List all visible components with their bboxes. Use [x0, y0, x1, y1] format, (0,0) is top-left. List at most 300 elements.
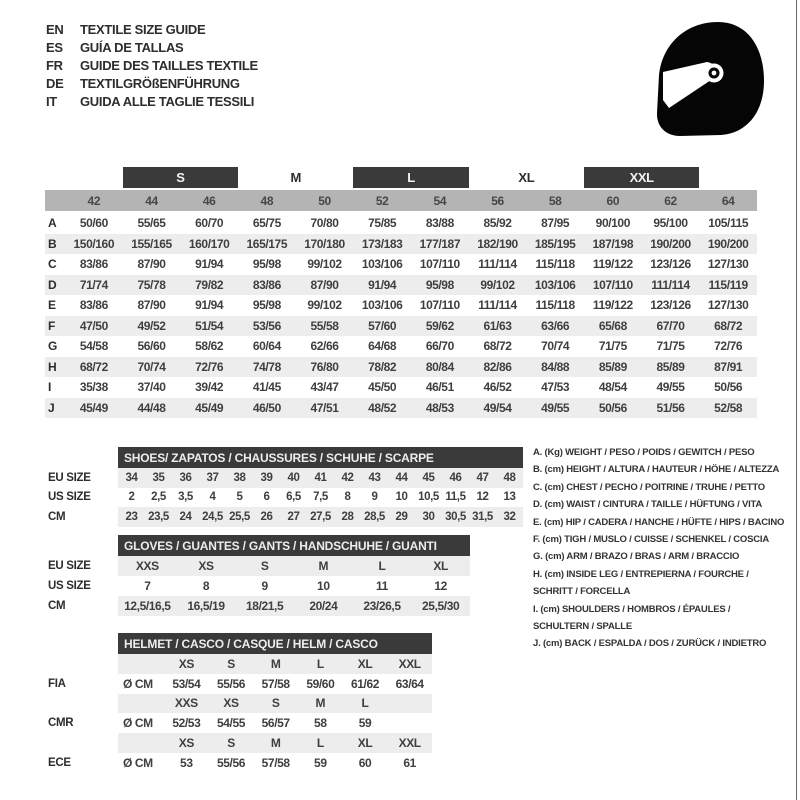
size-value: 38 [233, 471, 246, 484]
measurement-value: 75/85 [368, 216, 397, 231]
size-group-spacer [45, 167, 65, 188]
measurement-value: 47/53 [541, 380, 570, 395]
helmet-section-title: HELMET / CASCO / CASQUE / HELM / CASCO [118, 633, 432, 654]
measurement-value: 185/195 [534, 236, 576, 251]
measurement-value: 46/51 [425, 380, 454, 395]
measurement-value: 83/86 [79, 298, 108, 313]
measurement-value: 53/56 [252, 318, 281, 333]
row-letter: G [48, 339, 57, 354]
measurement-value: 165/175 [246, 236, 288, 251]
shoes-section-title: SHOES/ ZAPATOS / CHAUSSURES / SCHUHE / SCARPE [118, 447, 523, 468]
size-row-label: CM [48, 600, 66, 612]
diameter-unit: Ø CM [123, 755, 153, 770]
measurement-row [45, 336, 757, 357]
measurement-value: 37/40 [137, 380, 166, 395]
size-value: 3,5 [178, 491, 193, 504]
language-row [46, 20, 258, 38]
helmet-size-value: 55/56 [216, 676, 245, 691]
row-letter: J [48, 400, 55, 415]
measurement-value: 60/70 [195, 216, 224, 231]
size-value: 12 [434, 579, 447, 593]
standard-label [45, 654, 118, 674]
size-column-label: 52 [375, 193, 389, 208]
helmet-size-value: S [271, 696, 280, 711]
size-value: 30 [422, 510, 435, 523]
measurement-value: 170/180 [304, 236, 345, 251]
measurement-value: 56/60 [137, 339, 166, 354]
helmet-size-value: XS [178, 736, 194, 751]
helmet-table [45, 633, 432, 773]
measurement-value: 71/74 [79, 277, 108, 292]
measurement-value: 68/72 [714, 318, 743, 333]
measurement-value: 87/95 [541, 216, 570, 231]
measurement-value: 83/86 [79, 257, 108, 272]
measurement-value: 39/42 [195, 380, 224, 395]
size-row-label: EU SIZE [48, 560, 91, 572]
measurement-value: 45/50 [368, 380, 397, 395]
size-value: 18/21,5 [246, 599, 284, 613]
size-value: 10 [317, 579, 330, 593]
helmet-row [45, 713, 432, 733]
measurement-value: 55/65 [137, 216, 166, 231]
helmet-size-value: XS [223, 696, 239, 711]
standard-label [45, 733, 118, 753]
measurement-value: 75/78 [137, 277, 166, 292]
size-columns-row [45, 190, 757, 211]
size-value: 47 [476, 471, 489, 484]
helmet-size-value: 61 [403, 755, 416, 770]
size-value: 36 [179, 471, 192, 484]
measurement-value: 48/53 [425, 400, 454, 415]
language-title: GUIDA ALLE TAGLIE TESSILI [80, 93, 255, 109]
language-list [46, 20, 258, 110]
row-letter: F [48, 318, 55, 333]
legend-item: D. (cm) WAIST / CINTURA / TAILLE / HÜFTUNG / VITA [533, 499, 763, 511]
helmet-size-value: L [316, 736, 324, 751]
size-column-label: 64 [721, 193, 735, 208]
language-row [46, 38, 258, 56]
size-value: 12,5/16,5 [124, 599, 171, 613]
measurement-value: 95/98 [252, 298, 281, 313]
size-value: 34 [125, 471, 138, 484]
measurement-value: 84/88 [541, 359, 570, 374]
measurement-row [45, 398, 757, 419]
helmet-size-value [387, 694, 432, 714]
size-value: 2,5 [151, 491, 166, 504]
measurement-value: 51/56 [656, 400, 685, 415]
measurement-value: 66/70 [425, 339, 454, 354]
measurement-value: 41/45 [252, 380, 281, 395]
size-value: 8 [344, 491, 351, 504]
measurement-value: 70/74 [137, 359, 166, 374]
language-title: TEXTILGRÖßENFÜHRUNG [80, 75, 240, 91]
helmet-size-value: 59 [314, 755, 327, 770]
language-code: IT [46, 93, 57, 109]
size-value: 23/26,5 [363, 599, 401, 613]
measurement-value: 155/165 [131, 236, 172, 251]
size-value: 31,5 [472, 510, 493, 523]
row-letter: H [48, 359, 57, 374]
measurement-row [45, 316, 757, 337]
standard-label: FIA [48, 677, 66, 690]
measurement-legend [533, 444, 788, 653]
measurement-value: 65/68 [598, 318, 627, 333]
size-value: 24,5 [202, 510, 223, 523]
measurement-value: 111/114 [651, 277, 690, 292]
shoes-table [45, 447, 523, 527]
helmet-size-value: 53/54 [172, 676, 201, 691]
measurement-value: 76/80 [310, 359, 339, 374]
helmet-size-value: M [270, 736, 281, 751]
size-value: 6 [263, 491, 270, 504]
size-value: 16,5/19 [187, 599, 225, 613]
measurement-value: 105/115 [708, 216, 749, 231]
helmet-size-value: 61/62 [350, 676, 379, 691]
measurement-value: 115/118 [535, 298, 575, 313]
size-value: 13 [503, 491, 516, 504]
size-value: 4 [209, 491, 216, 504]
measurement-value: 103/106 [361, 298, 403, 313]
helmet-rows [45, 654, 432, 773]
size-row-label: CM [48, 510, 66, 523]
size-row [45, 576, 470, 596]
size-value: 9 [261, 579, 268, 593]
scan-edge-artifact [796, 0, 798, 800]
measurement-value: 44/48 [137, 400, 166, 415]
helmet-size-value: S [227, 656, 235, 671]
measurement-value: 70/74 [541, 339, 570, 354]
measurement-value: 90/100 [595, 216, 630, 231]
size-value: 46 [449, 471, 462, 484]
measurement-value: 50/56 [598, 400, 627, 415]
gloves-rows [45, 556, 470, 616]
measurement-value: 71/75 [656, 339, 685, 354]
measurement-value: 35/38 [79, 380, 108, 395]
measurement-value: 83/86 [252, 277, 281, 292]
helmet-size-value: 57/58 [261, 755, 290, 770]
diameter-unit [118, 654, 164, 674]
size-value: 10,5 [418, 491, 439, 504]
measurement-value: 65/75 [252, 216, 281, 231]
size-value: 11 [376, 579, 388, 593]
helmet-size-value: 60 [358, 755, 372, 770]
measurement-value: 46/50 [252, 400, 281, 415]
size-value: 26 [260, 510, 273, 523]
gloves-table [45, 535, 470, 616]
size-value: 41 [314, 471, 327, 484]
size-value: 24 [179, 510, 192, 523]
size-column-label: 54 [433, 193, 447, 208]
size-value: 10 [395, 491, 408, 504]
language-code: FR [46, 57, 63, 73]
measurement-value: 177/187 [419, 236, 461, 251]
measurement-value: 47/51 [310, 400, 339, 415]
size-value: 23 [125, 510, 138, 523]
legend-item: C. (cm) CHEST / PECHO / POITRINE / TRUHE / PETTO [533, 481, 765, 493]
measurement-value: 115/119 [708, 277, 748, 292]
measurement-value: 52/58 [714, 400, 743, 415]
helmet-size-value: XXL [398, 736, 421, 751]
measurement-rows [45, 213, 757, 418]
measurement-value: 68/72 [79, 359, 108, 374]
measurement-value: 50/56 [714, 380, 743, 395]
standard-label [45, 694, 118, 714]
measurement-value: 60/64 [252, 339, 281, 354]
size-value: 42 [341, 471, 354, 484]
size-value: S [260, 559, 269, 573]
measurement-row [45, 377, 757, 398]
measurement-value: 99/102 [307, 298, 342, 313]
measurement-row [45, 213, 757, 234]
language-code: DE [46, 75, 64, 91]
measurement-value: 87/90 [310, 277, 339, 292]
size-value: XL [433, 559, 448, 573]
size-value: 20/24 [309, 599, 338, 613]
size-value: 28,5 [364, 510, 385, 523]
measurement-value: 160/170 [188, 236, 230, 251]
helmet-size-value: XS [178, 656, 194, 671]
measurement-value: 99/102 [480, 277, 515, 292]
measurement-value: 127/130 [707, 298, 749, 313]
gloves-section-title: GLOVES / GUANTES / GANTS / HANDSCHUHE / GUANTI [118, 535, 470, 556]
measurement-value: 150/160 [73, 236, 115, 251]
size-value: 12 [476, 491, 489, 504]
size-value: 7 [144, 579, 151, 593]
measurement-value: 48/54 [598, 380, 627, 395]
legend-item: A. (Kg) WEIGHT / PESO / POIDS / GEWITCH / PESO [533, 447, 755, 458]
measurement-value: 111/114 [478, 257, 517, 272]
measurement-value: 83/88 [425, 216, 454, 231]
helmet-size-value: 59 [358, 716, 372, 731]
size-row-label: US SIZE [48, 580, 91, 592]
language-row [46, 56, 258, 74]
helmet-size-value: 59/60 [306, 676, 335, 691]
helmet-size-value: 52/53 [172, 716, 201, 731]
legend-item: I. (cm) SHOULDERS / HOMBROS / ÉPAULES / SCHULTERN / SPALLE [533, 603, 731, 633]
size-value: 5 [236, 491, 243, 504]
size-columns-spacer [45, 190, 65, 211]
measurement-value: 103/106 [534, 277, 576, 292]
measurement-value: 80/84 [425, 359, 454, 374]
measurement-value: 82/86 [483, 359, 512, 374]
measurement-value: 49/55 [656, 380, 685, 395]
measurement-row [45, 357, 757, 378]
helmet-size-value: 56/57 [261, 716, 290, 731]
size-group-cell-xxl: XXL [584, 167, 699, 188]
language-title: GUÍA DE TALLAS [80, 39, 184, 55]
size-value: 28 [341, 510, 354, 523]
helmet-row [45, 674, 432, 694]
size-row [45, 596, 470, 616]
measurement-value: 50/60 [79, 216, 108, 231]
helmet-size-value: XL [357, 736, 373, 751]
helmet-size-value: 55/56 [216, 755, 245, 770]
measurement-value: 78/82 [368, 359, 397, 374]
helmet-size-value: 53 [180, 755, 193, 770]
measurement-value: 45/49 [195, 400, 224, 415]
diameter-unit [118, 733, 164, 753]
measurement-value: 59/62 [425, 318, 454, 333]
size-value: M [318, 559, 329, 573]
measurement-value: 58/62 [195, 339, 224, 354]
measurement-value: 95/98 [425, 277, 454, 292]
measurement-value: 85/89 [598, 359, 627, 374]
measurement-value: 48/52 [368, 400, 397, 415]
measurement-value: 74/78 [252, 359, 281, 374]
measurement-value: 64/68 [368, 339, 397, 354]
size-value: 27 [287, 510, 300, 523]
measurement-value: 103/106 [361, 257, 403, 272]
measurement-value: 107/110 [419, 298, 460, 313]
measurement-value: 99/102 [307, 257, 342, 272]
measurement-value: 91/94 [195, 298, 224, 313]
helmet-size-value: M [270, 656, 281, 671]
measurement-value: 79/82 [195, 277, 224, 292]
measurement-value: 111/114 [478, 298, 517, 313]
measurement-value: 190/200 [707, 236, 749, 251]
measurement-value: 72/76 [714, 339, 743, 354]
measurement-value: 95/100 [653, 216, 688, 231]
measurement-value: 47/50 [79, 318, 108, 333]
size-value: 35 [152, 471, 165, 484]
size-value: 48 [503, 471, 516, 484]
standard-label: CMR [48, 717, 74, 730]
size-value: 30,5 [445, 510, 466, 523]
measurement-value: 107/110 [419, 257, 460, 272]
measurement-value: 87/91 [714, 359, 743, 374]
size-value: 8 [202, 579, 210, 593]
row-letter: A [48, 216, 57, 231]
measurement-value: 72/76 [195, 359, 224, 374]
measurement-value: 115/118 [535, 257, 575, 272]
measurement-value: 123/126 [650, 257, 691, 272]
size-group-header [45, 167, 757, 188]
size-column-label: 62 [664, 193, 677, 208]
measurement-value: 51/54 [195, 318, 224, 333]
measurement-row [45, 295, 757, 316]
measurement-value: 46/52 [483, 380, 512, 395]
legend-item: G. (cm) ARM / BRAZO / BRAS / ARM / BRACCIO [533, 551, 740, 563]
helmet-size-value: 54/55 [216, 716, 245, 731]
helmet-size-value: 63/64 [395, 676, 424, 691]
row-letter: I [48, 380, 51, 395]
size-group-cell [699, 167, 757, 188]
helmet-size-value: M [315, 696, 326, 711]
language-title: TEXTILE SIZE GUIDE [80, 21, 206, 37]
legend-item: B. (cm) HEIGHT / ALTURA / HAUTEUR / HÖHE / ALTEZZA [533, 464, 780, 476]
size-group-cell-xl: XL [518, 170, 535, 185]
measurement-value: 107/110 [592, 277, 633, 292]
measurement-value: 71/75 [598, 339, 627, 354]
measurement-value: 95/98 [252, 257, 281, 272]
measurement-row [45, 254, 757, 275]
language-code: ES [46, 39, 63, 55]
helmet-size-value: 57/58 [261, 676, 290, 691]
size-column-label: 60 [606, 193, 620, 208]
measurement-value: 87/90 [137, 257, 166, 272]
row-letter: B [48, 236, 57, 251]
measurement-value: 119/122 [592, 298, 633, 313]
size-value: 6,5 [286, 491, 301, 504]
helmet-size-value: XXL [398, 656, 421, 671]
size-column-label: 44 [145, 193, 158, 208]
measurement-value: 68/72 [483, 339, 512, 354]
measurement-value: 49/55 [541, 400, 570, 415]
size-value: 37 [206, 471, 219, 484]
size-row [45, 488, 523, 508]
helmet-row [45, 654, 432, 674]
measurement-value: 123/126 [650, 298, 691, 313]
size-row-label: EU SIZE [48, 471, 91, 484]
size-value: 43 [368, 471, 381, 484]
size-value: 2 [128, 491, 135, 504]
diameter-unit: Ø CM [123, 716, 153, 731]
size-value: 23,5 [148, 510, 169, 523]
legend-item: F. (cm) TIGH / MUSLO / CUISSE / SCHENKEL / COSCIA [533, 534, 769, 546]
helmet-size-value: XL [357, 656, 373, 671]
racing-helmet-icon [645, 12, 777, 144]
measurement-row [45, 275, 757, 296]
size-value: 25,5 [229, 510, 250, 523]
size-value: XS [198, 559, 214, 573]
measurement-value: 190/200 [650, 236, 691, 251]
size-column-label: 58 [548, 193, 562, 208]
helmet-size-value: L [361, 696, 369, 711]
measurement-value: 45/49 [79, 400, 108, 415]
size-group-cell [65, 167, 123, 188]
measurement-value: 173/183 [361, 236, 403, 251]
measurement-value: 57/60 [368, 318, 397, 333]
shoes-rows [45, 468, 523, 527]
helmet-size-value [387, 713, 432, 733]
measurement-value: 54/58 [79, 339, 108, 354]
measurement-value: 61/63 [483, 318, 512, 333]
size-value: 40 [287, 471, 300, 484]
helmet-size-value: S [227, 736, 235, 751]
measurement-value: 91/94 [368, 277, 397, 292]
measurement-value: 49/52 [137, 318, 166, 333]
size-value: 7,5 [313, 491, 328, 504]
size-column-label: 42 [87, 193, 101, 208]
measurement-value: 70/80 [310, 216, 339, 231]
size-column-label: 50 [318, 193, 331, 208]
measurement-value: 127/130 [707, 257, 749, 272]
size-value: 25,5/30 [422, 599, 460, 613]
standard-label: ECE [48, 756, 71, 769]
size-row-label: US SIZE [48, 491, 91, 504]
helmet-row [45, 753, 432, 773]
legend-item: H. (cm) INSIDE LEG / ENTREPIERNA / FOURCHE / SCHRITT / FORCELLA [533, 568, 749, 598]
measurement-value: 49/54 [483, 400, 512, 415]
measurement-value: 87/90 [137, 298, 166, 313]
helmet-row [45, 733, 432, 753]
size-value: XXS [135, 559, 159, 573]
size-row [45, 556, 470, 576]
measurement-value: 182/190 [477, 236, 518, 251]
size-column-label: 48 [260, 193, 274, 208]
measurement-value: 187/198 [592, 236, 634, 251]
row-letter: E [48, 298, 56, 313]
measurement-value: 67/70 [656, 318, 685, 333]
helmet-size-value: XXS [174, 696, 198, 711]
legend-item: J. (cm) BACK / ESPALDA / DOS / ZURÜCK / INDIETRO [533, 638, 767, 650]
size-group-cell-s: S [123, 167, 238, 188]
row-letter: C [48, 257, 57, 272]
size-value: 11,5 [445, 491, 466, 504]
size-column-label: 56 [491, 193, 504, 208]
helmet-size-value: L [316, 656, 324, 671]
measurement-value: 55/58 [310, 318, 339, 333]
